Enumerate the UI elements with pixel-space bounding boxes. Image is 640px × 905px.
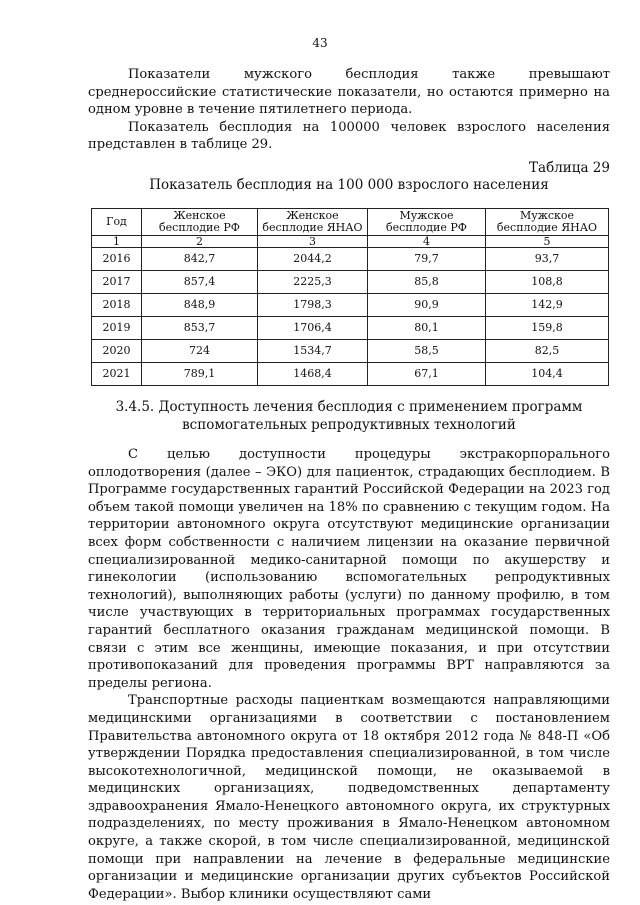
header-female-yanao: Женское бесплодие ЯНАО [258, 209, 368, 236]
table-cell: 104,4 [486, 363, 609, 386]
table-cell: 3 [258, 236, 368, 248]
header-year: Год [92, 209, 142, 236]
table-index-row [92, 236, 609, 248]
table-cell: 2225,3 [258, 271, 368, 294]
body-paragraph-1: С целью доступности процедуры экстракорпорального оплодотворения (далее – ЭКО) для пациенток, страдающих бесплодием. В Программе государственных гарантий Российской Федерации на 2023 год объем такой помощи увеличен на 18% по сравнению с текущим годом. На территории автономного округа отсутствуют медицинские организации всех форм собственности с наличием лицензии на оказание первичной специализированной медико-санитарной помощи по акушерству и гинекологии (использованию вспомогательных репродуктивных технологий), выполняющих работы (услуги) по данному профилю, в том числе участвующих в территориальных программах государственных гарантий бесплатного оказания гражданам медицинской помощи. В связи с этим все женщины, имеющие показания, и при отсутствии противопоказаний для проведения программы ВРТ направляются за пределы региона. [88, 447, 610, 691]
table-cell: 90,9 [368, 294, 486, 317]
intro-paragraph-2: Показатель бесплодия на 100000 человек взрослого населения представлен в таблице 29. [88, 119, 610, 153]
table-cell: 2020 [92, 340, 142, 363]
table-cell: 159,8 [486, 317, 609, 340]
table-cell: 67,1 [368, 363, 486, 386]
intro-paragraph-1: Показатели мужского бесплодия также превышают среднероссийские статистические показатели, но остаются примерно на одном уровне в течение пятилетнего периода. [88, 67, 610, 118]
table-cell: 93,7 [486, 248, 609, 271]
table-label: Таблица 29 [529, 160, 610, 176]
table-title: Показатель бесплодия на 100 000 взрослого населения [149, 177, 549, 193]
table-cell: 789,1 [142, 363, 258, 386]
table-cell: 1 [92, 236, 142, 248]
table-cell: 80,1 [368, 317, 486, 340]
section-heading: 3.4.5. Доступность лечения бесплодия с применением программ вспомогательных репродуктивных технологий [115, 399, 583, 433]
table-row [92, 317, 609, 340]
table-cell: 2019 [92, 317, 142, 340]
table-row [92, 271, 609, 294]
table-header-row [92, 209, 609, 236]
table-cell: 1706,4 [258, 317, 368, 340]
table-cell: 82,5 [486, 340, 609, 363]
table-cell: 2017 [92, 271, 142, 294]
table-cell: 848,9 [142, 294, 258, 317]
table-row [92, 363, 609, 386]
table-cell: 5 [486, 236, 609, 248]
table-cell: 2 [142, 236, 258, 248]
table-cell: 857,4 [142, 271, 258, 294]
table-cell: 2021 [92, 363, 142, 386]
body-text [88, 446, 610, 903]
table-cell: 2018 [92, 294, 142, 317]
page-number: 43 [312, 36, 328, 50]
table-cell: 842,7 [142, 248, 258, 271]
intro-text [88, 66, 610, 154]
table-cell: 2016 [92, 248, 142, 271]
table-cell: 1798,3 [258, 294, 368, 317]
infertility-table [91, 208, 609, 386]
table-cell: 1468,4 [258, 363, 368, 386]
table-row [92, 248, 609, 271]
body-paragraph-2: Транспортные расходы пациенткам возмещаются направляющими медицинскими организациями в соответствии с постановлением Правительства автономного округа от 18 октября 2012 года № 848-П «Об утверждении Порядка предоставления специализированной, в том числе высокотехнологичной, медицинской помощи, не оказываемой в медицинских организациях, подведомственных департаменту здравоохранения Ямало-Ненецкого автономного округа, их структурных подразделениях, по месту проживания в Ямало-Ненецком автономном округе, а также скорой, в том числе специализированной, медицинской помощи при направлении на лечение в федеральные медицинские организации и медицинские организации других субъектов Российской Федерации». Выбор клиники осуществляют сами [88, 693, 610, 902]
header-male-rf: Мужское бесплодие РФ [368, 209, 486, 236]
table-cell: 58,5 [368, 340, 486, 363]
table-cell: 1534,7 [258, 340, 368, 363]
table-cell: 85,8 [368, 271, 486, 294]
table-row [92, 294, 609, 317]
table-cell: 79,7 [368, 248, 486, 271]
header-male-yanao: Мужское бесплодие ЯНАО [486, 209, 609, 236]
table-cell: 853,7 [142, 317, 258, 340]
table-cell: 2044,2 [258, 248, 368, 271]
table-cell: 724 [142, 340, 258, 363]
table-cell: 4 [368, 236, 486, 248]
table-cell: 142,9 [486, 294, 609, 317]
table-row [92, 340, 609, 363]
table-cell: 108,8 [486, 271, 609, 294]
header-female-rf: Женское бесплодие РФ [142, 209, 258, 236]
